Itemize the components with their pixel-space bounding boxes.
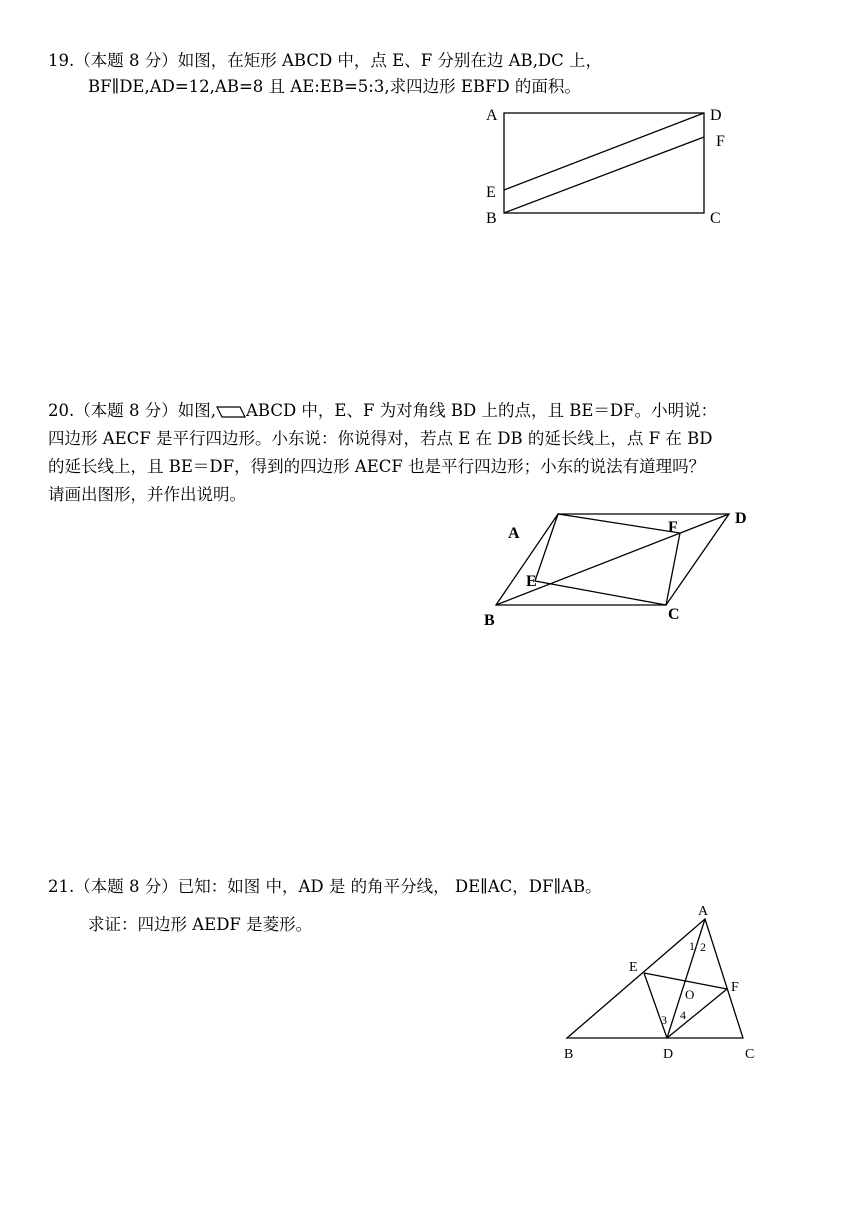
q21-label-c: C [745, 1047, 755, 1062]
q19-rectangle-figure [480, 100, 740, 230]
q19-label-f: F [716, 133, 725, 150]
q21-angle-2: 2 [700, 940, 706, 954]
q20-line-4: 请画出图形，并作出说明。 [48, 485, 246, 504]
q20-label-f: F [668, 519, 678, 536]
q19-label-b: B [486, 210, 497, 227]
q21-line-2: 求证：四边形 AEDF 是菱形。 [88, 915, 313, 934]
q19-label-d: D [710, 107, 722, 124]
q21-line-1: 21.（本题 8 分）已知：如图 中，AD 是 的角平分线， DE∥AC，DF∥AB。 [48, 877, 602, 896]
q20-label-b: B [484, 612, 495, 629]
q20-line-3: 的延长线上，且 BE＝DF，得到的四边形 AECF 也是平行四边形；小东的说法有道理吗？ [48, 457, 706, 476]
q21-label-b: B [564, 1047, 574, 1062]
q20-line-1-post: ABCD 中，E、F 为对角线 BD 上的点，且 BE＝DF。小明说： [245, 401, 718, 420]
q20-label-e: E [526, 573, 537, 590]
q19-label-c: C [710, 210, 721, 227]
q21-angle-3: 3 [661, 1013, 667, 1027]
q21-angle-1: 1 [689, 939, 695, 953]
q20-label-a: A [508, 525, 520, 542]
q20-line-1 [48, 400, 717, 422]
q20-label-c: C [668, 606, 680, 623]
q20-label-d: D [735, 510, 747, 527]
parallelogram-symbol-icon [216, 406, 246, 418]
q21-label-e: E [629, 960, 638, 975]
q19-label-e: E [486, 184, 496, 201]
q19-line-1: 19.（本题 8 分）如图，在矩形 ABCD 中，点 E、F 分别在边 AB,DC 上， [48, 51, 603, 70]
q19-line-2: BF∥DE,AD=12,AB=8 且 AE:EB=5:3,求四边形 EBFD 的面积。 [88, 77, 581, 96]
q19-label-a: A [486, 107, 498, 124]
q21-triangle-figure [555, 900, 775, 1070]
q21-label-a: A [698, 904, 709, 919]
q20-parallelogram-figure [470, 500, 770, 640]
q20-line-1-pre: 20.（本题 8 分）如图, [48, 401, 216, 420]
q21-label-d: D [663, 1047, 674, 1062]
q20-line-2: 四边形 AECF 是平行四边形。小东说：你说得对，若点 E 在 DB 的延长线上，点 F 在 BD [48, 429, 713, 448]
q21-label-f: F [731, 980, 739, 995]
q21-label-o: O [685, 987, 695, 1002]
q21-angle-4: 4 [680, 1008, 686, 1022]
